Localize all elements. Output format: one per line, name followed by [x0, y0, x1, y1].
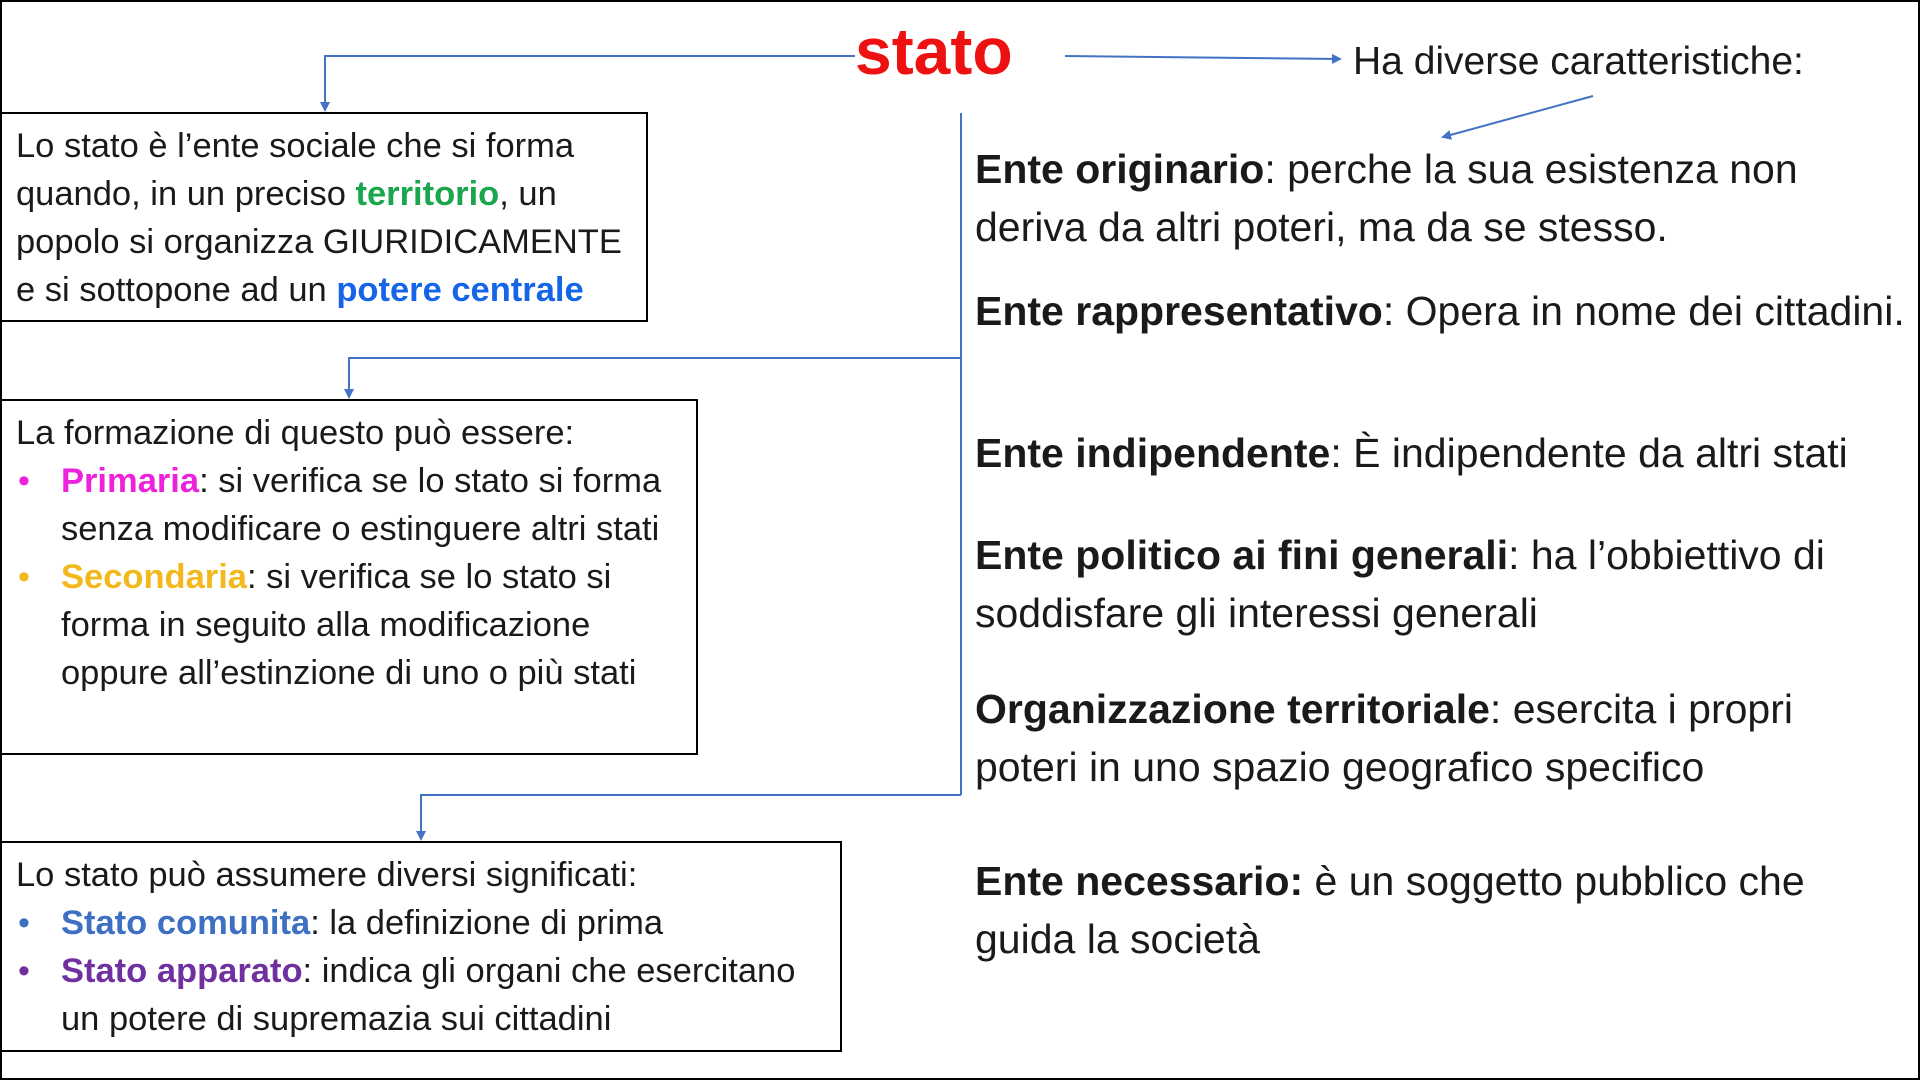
bullet-stato-comunita: •: [18, 904, 30, 942]
meaning-item-stato-comunita: [16, 899, 826, 947]
characteristic-ente-rappresentativo: [975, 282, 1905, 340]
formation-item-secondaria: [16, 553, 682, 697]
characteristic-ente-originario: [975, 140, 1905, 256]
meanings-intro: Lo stato può assumere diversi significati:: [16, 856, 638, 894]
meaning-item-stato-apparato: [16, 947, 826, 1043]
stato-apparato-description: : indica gli organi che esercitano un potere di supremazia sui cittadini: [61, 952, 796, 1038]
characteristic-text: : ha l’obbiettivo di soddisfare gli interessi generali: [975, 532, 1825, 636]
characteristic-organizzazione-territoriale: [975, 680, 1905, 796]
diagram-title: stato: [855, 14, 1013, 88]
term-stato-apparato: Stato apparato: [61, 952, 303, 990]
term-secondaria: Secondaria: [61, 558, 247, 596]
characteristic-text: : Opera in nome dei cittadini.: [1382, 288, 1905, 334]
bullet-stato-apparato: •: [18, 952, 30, 990]
characteristic-name: Ente politico ai fini generali: [975, 532, 1509, 578]
characteristic-ente-indipendente: [975, 424, 1905, 482]
definition-text-1: Lo stato è l’ente sociale che si forma quando, in un preciso: [16, 127, 575, 213]
term-stato-comunita: Stato comunita: [61, 904, 311, 942]
bullet-primaria: •: [18, 462, 30, 500]
term-primaria: Primaria: [61, 462, 200, 500]
stato-comunita-description: : la definizione di prima: [310, 904, 664, 942]
secondaria-description: : si verifica se lo stato si forma in seguito alla modificazione oppure all’estinzione di uno o più stati: [61, 558, 637, 692]
definition-text-2: , un popolo si organizza GIURIDICAMENTE e si sottopone ad un: [16, 175, 622, 309]
characteristic-text: : perche la sua esistenza non deriva da altri poteri, ma da se stesso.: [975, 146, 1798, 250]
characteristic-name: Organizzazione territoriale: [975, 686, 1490, 732]
characteristic-name: Ente necessario:: [975, 858, 1304, 904]
characteristic-text: : esercita i propri poteri in uno spazio geografico specifico: [975, 686, 1793, 790]
meanings-list: [16, 899, 826, 1043]
meanings-box: [0, 841, 842, 1052]
characteristics-heading: Ha diverse caratteristiche:: [1353, 40, 1804, 83]
formation-item-primaria: [16, 457, 682, 553]
formation-box: [0, 399, 698, 755]
characteristic-text: è un soggetto pubblico che guida la società: [975, 858, 1805, 962]
characteristic-name: Ente rappresentativo: [975, 288, 1383, 334]
characteristic-text: : È indipendente da altri stati: [1330, 430, 1848, 476]
characteristic-ente-politico: [975, 526, 1905, 642]
term-potere-centrale: potere centrale: [336, 271, 584, 309]
characteristic-name: Ente indipendente: [975, 430, 1331, 476]
characteristic-ente-necessario: [975, 852, 1905, 968]
characteristic-name: Ente originario: [975, 146, 1265, 192]
definition-box: [0, 112, 648, 322]
bullet-secondaria: •: [18, 558, 30, 596]
term-territorio: territorio: [355, 175, 500, 213]
formation-intro: La formazione di questo può essere:: [16, 414, 575, 452]
primaria-description: : si verifica se lo stato si forma senza modificare o estinguere altri stati: [61, 462, 662, 548]
formation-list: [16, 457, 682, 697]
